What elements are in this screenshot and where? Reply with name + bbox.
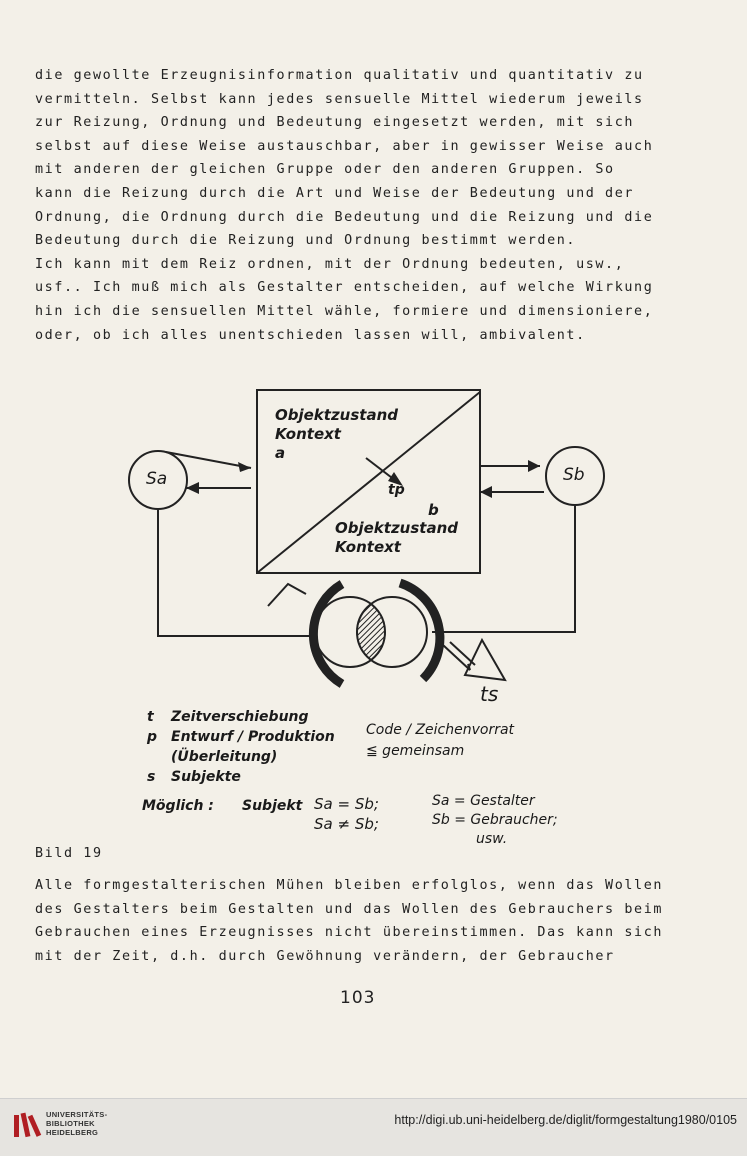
text-line: zur Reizung, Ordnung und Bedeutung eingesetzt werden, mit sich [35, 115, 635, 131]
text-line: Alle formgestalterischen Mühen bleiben erfolglos, wenn das Wollen [35, 878, 664, 893]
moglich-label: Möglich : [142, 798, 214, 814]
communication-diagram [120, 380, 620, 850]
text-line: Gebrauchen eines Erzeugnisses nicht übereinstimmen. Das kann sich [35, 925, 664, 941]
paragraph-bottom [35, 874, 675, 968]
legend-row: s Subjekte [147, 769, 241, 785]
text-line: Ich kann mit dem Reiz ordnen, mit der Ordnung bedeuten, usw., [35, 256, 625, 272]
text-line: hin ich die sensuellen Mittel wähle, formiere und dimensioniere, [35, 303, 654, 319]
text-line: die gewollte Erzeugnisinformation qualitativ und quantitativ zu [35, 68, 644, 83]
text-line: usf.. Ich muß mich als Gestalter entscheiden, auf welche Wirkung [35, 280, 654, 296]
text-line: oder, ob ich alles unentschieden lassen will, ambivalent. [35, 327, 586, 343]
ts-label: ts [480, 682, 499, 706]
page-number: 103 [340, 988, 376, 1008]
text-line: Ordnung, die Ordnung durch die Bedeutung und die Reizung und die [35, 209, 654, 225]
sa-label: Sa [146, 469, 168, 489]
sb-label: Sb [563, 465, 585, 485]
equations: Sa = Sb; Sa ≠ Sb; [314, 795, 379, 833]
source-url-link[interactable]: http://digi.ub.uni-heidelberg.de/diglit/formgestaltung1980/0105 [394, 1113, 737, 1127]
text-line: vermitteln. Selbst kann jedes sensuelle Mittel wiederum jeweils [35, 91, 644, 107]
tp-label: tp [388, 482, 405, 498]
box-bottom-label: Objektzustand Kontext [335, 519, 458, 556]
legend-right: Code / Zeichenvorrat ≦ gemeinsam [366, 722, 515, 759]
paragraph-top [35, 64, 675, 347]
footer-bar [0, 1098, 747, 1156]
library-name: UNIVERSITÄTS- BIBLIOTHEK HEIDELBERG [46, 1110, 108, 1137]
text-line: selbst auf diese Weise austauschbar, aber in gewisser Weise auch [35, 138, 654, 154]
legend-left [147, 707, 335, 787]
text-line: mit der Zeit, d.h. durch Gewöhnung verändern, der Gebraucher [35, 948, 615, 964]
text-line: des Gestalters beim Gestalten und das Wollen des Gebrauchers beim [35, 901, 664, 917]
subjekt-label: Subjekt [242, 798, 303, 814]
text-line: mit anderen der gleichen Gruppe oder den anderen Gruppen. So [35, 162, 615, 178]
legend-row: (Überleitung) [171, 749, 278, 765]
text-line: kann die Reizung durch die Art und Weise der Bedeutung und der [35, 185, 635, 201]
legend-row: p Entwurf / Produktion [147, 729, 335, 745]
text-line: Bedeutung durch die Reizung und Ordnung bestimmt werden. [35, 233, 577, 249]
box-b-label: b [428, 501, 439, 519]
box-top-label: Objektzustand Kontext a [275, 406, 398, 462]
definitions: Sa = Gestalter Sb = Gebraucher; usw. [432, 793, 558, 847]
library-logo-icon[interactable] [10, 1109, 42, 1141]
figure-caption: Bild 19 [35, 846, 103, 861]
legend-row: t Zeitverschiebung [147, 709, 309, 725]
